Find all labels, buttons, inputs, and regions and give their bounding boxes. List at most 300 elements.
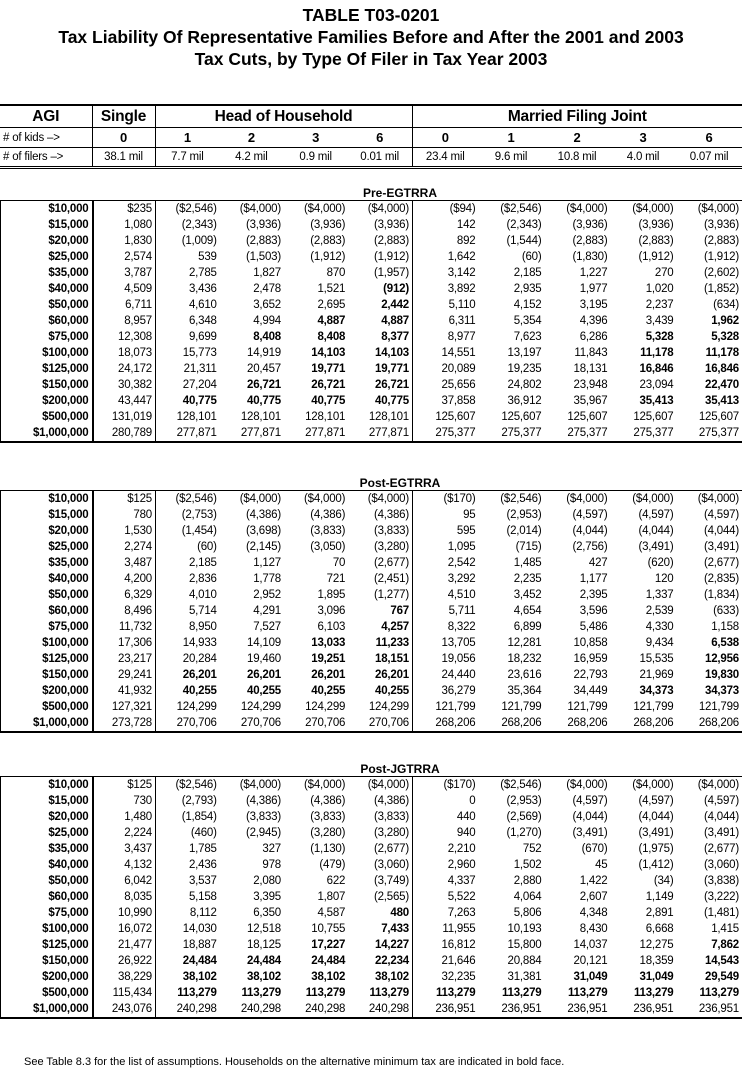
table-row <box>1 297 742 313</box>
tax-cell: (2,343) <box>181 219 217 231</box>
tax-cell: (34) <box>653 875 674 887</box>
tax-cell: 236,951 <box>501 1003 542 1015</box>
tax-cell: 270,706 <box>348 715 412 732</box>
tax-cell: 113,279 <box>567 987 608 999</box>
tax-cell: (4,597) <box>638 509 674 521</box>
tax-cell: 16,959 <box>573 653 608 665</box>
tax-cell: ($4,000) <box>566 493 608 505</box>
tax-cell: 3,395 <box>253 891 281 903</box>
tax-cell: 21,646 <box>441 955 476 967</box>
tax-cell: 268,206 <box>501 717 542 729</box>
agi-cell: $35,000 <box>1 265 93 281</box>
tax-cell: 113,279 <box>699 987 739 999</box>
tax-cell: 1,830 <box>93 233 156 249</box>
agi-cell: $150,000 <box>1 377 93 393</box>
tax-cell: 24,440 <box>441 669 476 681</box>
tax-cell: 6,538 <box>711 637 739 649</box>
tax-cell: 19,771 <box>348 361 412 377</box>
kids-count: 0 <box>92 128 155 148</box>
tax-cell: 113,279 <box>241 987 281 999</box>
tax-cell: 26,201 <box>182 669 217 681</box>
kids-count: 3 <box>610 128 676 148</box>
tax-cell: (3,838) <box>703 875 739 887</box>
tax-cell: 4,610 <box>188 299 217 311</box>
agi-cell: $75,000 <box>1 905 93 921</box>
tax-cell: ($2,546) <box>500 779 542 791</box>
table-id: TABLE T03-0201 <box>302 5 440 25</box>
tax-cell: 2,785 <box>188 267 217 279</box>
tax-cell: 4,291 <box>253 605 281 617</box>
table-row <box>1 889 742 905</box>
tax-cell: (2,677) <box>348 841 412 857</box>
tax-cell: (3,060) <box>703 859 739 871</box>
table-row <box>1 201 742 218</box>
tax-cell: 8,035 <box>93 889 156 905</box>
tax-cell: 3,537 <box>188 875 217 887</box>
tax-cell: 1,158 <box>711 621 739 633</box>
tax-cell: 19,235 <box>507 363 542 375</box>
tax-cell: 427 <box>588 557 608 569</box>
filer-count: 0.07 mil <box>676 148 742 168</box>
agi-cell: $40,000 <box>1 281 93 297</box>
tax-cell: $235 <box>93 201 156 218</box>
tax-cell: 26,201 <box>311 669 346 681</box>
tax-cell: 14,030 <box>182 923 217 935</box>
tax-cell: 892 <box>456 235 476 247</box>
tax-cell: 12,281 <box>507 637 542 649</box>
tax-cell: (1,130) <box>310 843 346 855</box>
tax-cell: 721 <box>326 573 346 585</box>
tax-cell: 280,789 <box>93 425 156 442</box>
tax-cell: 1,962 <box>711 315 739 327</box>
tax-cell: 38,102 <box>311 971 346 983</box>
tax-cell: 595 <box>456 525 476 537</box>
tax-cell: (3,491) <box>703 827 739 839</box>
tax-cell: 2,436 <box>188 859 217 871</box>
tax-cell: 4,152 <box>513 299 542 311</box>
tax-cell: (3,833) <box>310 525 346 537</box>
agi-cell: $25,000 <box>1 539 93 555</box>
tax-cell: (2,565) <box>348 889 412 905</box>
tax-cell: 780 <box>93 507 156 523</box>
filer-count: 4.0 mil <box>610 148 676 168</box>
tax-cell: 4,587 <box>317 907 346 919</box>
tax-cell: 539 <box>198 251 217 263</box>
tax-cell: 1,177 <box>579 573 608 585</box>
tax-cell: 752 <box>522 843 542 855</box>
kids-count: 1 <box>478 128 544 148</box>
table-row <box>1 937 742 953</box>
table-row <box>1 313 742 329</box>
tax-cell: 1,530 <box>93 523 156 539</box>
tax-cell: 11,233 <box>348 635 412 651</box>
tax-cell: 2,574 <box>93 249 156 265</box>
tax-cell: ($94) <box>449 203 476 215</box>
tax-cell: ($4,000) <box>304 493 346 505</box>
tax-cell: (4,044) <box>638 811 674 823</box>
tax-cell: 29,549 <box>705 971 739 983</box>
tax-cell: (2,145) <box>245 541 281 553</box>
tax-cell: 6,348 <box>188 315 217 327</box>
tax-cell: 6,329 <box>93 587 156 603</box>
tax-cell: 128,101 <box>348 409 412 425</box>
tax-cell: 8,112 <box>189 907 217 919</box>
tax-cell: 3,892 <box>447 283 476 295</box>
tax-cell: (4,386) <box>348 793 412 809</box>
tax-cell: (1,481) <box>703 907 739 919</box>
tax-cell: 1,227 <box>579 267 608 279</box>
title-line-1: Tax Liability Of Representative Families Before and After the 2001 and 2003 <box>58 27 684 47</box>
filer-count: 7.7 mil <box>155 148 219 168</box>
tax-cell: 13,033 <box>311 637 346 649</box>
filer-count: 4.2 mil <box>219 148 283 168</box>
tax-cell: 240,298 <box>176 1003 217 1015</box>
tax-cell: 1,480 <box>93 809 156 825</box>
kids-count: 6 <box>348 128 412 148</box>
section-table <box>0 200 742 443</box>
tax-cell: 1,827 <box>253 267 281 279</box>
tax-cell: 14,109 <box>247 637 281 649</box>
table-row <box>1 825 742 841</box>
tax-cell: 26,721 <box>247 379 281 391</box>
tax-cell: (633) <box>713 605 739 617</box>
table-row <box>1 651 742 667</box>
agi-header: AGI <box>32 108 60 125</box>
tax-cell: 0 <box>469 795 476 807</box>
tax-cell: ($170) <box>443 493 476 505</box>
tax-cell: 3,096 <box>317 605 346 617</box>
tax-cell: 142 <box>456 219 476 231</box>
tax-cell: 236,951 <box>567 1003 608 1015</box>
agi-cell: $10,000 <box>1 491 93 508</box>
tax-cell: 125,607 <box>567 411 608 423</box>
tax-cell: 40,255 <box>182 685 217 697</box>
tax-cell: 125,607 <box>633 411 674 423</box>
tax-cell: 236,951 <box>698 1003 739 1015</box>
tax-cell: 23,948 <box>573 379 608 391</box>
tax-cell: 37,858 <box>441 395 476 407</box>
tax-cell: 35,967 <box>573 395 608 407</box>
tax-cell: 1,642 <box>447 251 476 263</box>
tax-cell: 22,234 <box>348 953 412 969</box>
tax-cell: ($2,546) <box>175 203 217 215</box>
tax-cell: 1,785 <box>188 843 217 855</box>
tax-cell: (3,491) <box>638 541 674 553</box>
tax-cell: (3,491) <box>572 827 608 839</box>
agi-cell: $10,000 <box>1 201 93 218</box>
tax-cell: (4,044) <box>572 811 608 823</box>
tax-cell: 4,200 <box>93 571 156 587</box>
table-row <box>1 491 742 508</box>
tax-cell: (4,044) <box>638 525 674 537</box>
tax-cell: 115,434 <box>93 985 156 1001</box>
tax-cell: 19,251 <box>311 653 346 665</box>
tax-cell: 240,298 <box>240 1003 281 1015</box>
table-row <box>1 619 742 635</box>
tax-cell: 12,956 <box>705 653 739 665</box>
tax-cell: (2,883) <box>572 235 608 247</box>
tax-cell: 11,843 <box>574 347 608 359</box>
tax-cell: 31,381 <box>507 971 542 983</box>
tax-cell: 20,121 <box>573 955 608 967</box>
tax-cell: 8,408 <box>317 331 346 343</box>
tax-cell: 1,807 <box>317 891 346 903</box>
tax-cell: (1,009) <box>181 235 217 247</box>
tax-cell: (4,386) <box>310 795 346 807</box>
tax-cell: ($170) <box>443 779 476 791</box>
tax-cell: 16,072 <box>93 921 156 937</box>
table-row <box>1 233 742 249</box>
tax-cell: 10,193 <box>507 923 542 935</box>
tax-cell: 1,977 <box>579 283 608 295</box>
tax-cell: 24,802 <box>507 379 542 391</box>
tax-cell: 34,373 <box>639 685 674 697</box>
tax-cell: 240,298 <box>348 1001 412 1018</box>
tax-cell: 21,969 <box>639 669 674 681</box>
tax-cell: (2,602) <box>703 267 739 279</box>
tax-cell: 26,201 <box>247 669 281 681</box>
section-title: Post-JGTRRA <box>360 762 440 776</box>
tax-cell: 622 <box>326 875 346 887</box>
tax-cell: 6,286 <box>579 331 608 343</box>
tax-cell: 25,656 <box>441 379 476 391</box>
tax-cell: 4,348 <box>579 907 608 919</box>
tax-cell: 14,543 <box>705 955 739 967</box>
tax-cell: 70 <box>332 557 346 569</box>
tax-cell: 2,224 <box>93 825 156 841</box>
tax-cell: 2,539 <box>645 605 674 617</box>
tax-cell: 18,232 <box>507 653 542 665</box>
tax-cell: (60) <box>197 541 217 553</box>
filers-label: # of filers –> <box>0 148 92 168</box>
tax-cell: (3,936) <box>638 219 674 231</box>
agi-cell: $15,000 <box>1 507 93 523</box>
tax-cell: (3,833) <box>348 809 412 825</box>
tax-cell: (2,343) <box>506 219 542 231</box>
tax-cell: ($4,000) <box>348 491 412 508</box>
tax-cell: 26,922 <box>93 953 156 969</box>
agi-cell: $100,000 <box>1 345 93 361</box>
tax-cell: 17,227 <box>311 939 346 951</box>
tax-cell: (1,852) <box>703 283 739 295</box>
tax-cell: 6,042 <box>93 873 156 889</box>
tax-cell: 18,887 <box>182 939 217 951</box>
section-table <box>0 776 742 1019</box>
tax-cell: 5,158 <box>188 891 217 903</box>
tax-cell: 19,830 <box>705 669 739 681</box>
tax-cell: 14,103 <box>348 345 412 361</box>
tax-cell: (3,280) <box>310 827 346 839</box>
tax-cell: 43,447 <box>93 393 156 409</box>
tax-cell: (60) <box>521 251 542 263</box>
tax-cell: 31,049 <box>573 971 608 983</box>
tax-cell: (3,936) <box>310 219 346 231</box>
tax-cell: 14,933 <box>182 637 217 649</box>
filer-count: 0.01 mil <box>348 148 412 168</box>
tax-cell: 14,919 <box>247 347 281 359</box>
tax-cell: 4,887 <box>317 315 346 327</box>
table-row <box>1 873 742 889</box>
tax-cell: (2,883) <box>638 235 674 247</box>
tax-cell: 128,101 <box>240 411 281 423</box>
tax-cell: 128,101 <box>305 411 346 423</box>
tax-cell: 15,535 <box>639 653 674 665</box>
tax-cell: 11,955 <box>442 923 476 935</box>
tax-cell: 40,775 <box>182 395 217 407</box>
tax-cell: (3,491) <box>703 541 739 553</box>
tax-cell: 40,255 <box>247 685 281 697</box>
table-row <box>1 635 742 651</box>
tax-cell: (3,833) <box>348 523 412 539</box>
tax-cell: 128,101 <box>176 411 217 423</box>
tax-cell: ($4,000) <box>239 203 281 215</box>
tax-cell: (4,044) <box>703 525 739 537</box>
footnote: See Table 8.3 for the list of assumptions. Households on the alternative minimum tax are indicated in bold face. <box>24 1056 565 1068</box>
tax-cell: 22,793 <box>573 669 608 681</box>
agi-cell: $35,000 <box>1 555 93 571</box>
tax-cell: 113,279 <box>501 987 542 999</box>
tax-cell: ($2,546) <box>500 203 542 215</box>
tax-cell: 15,800 <box>507 939 542 951</box>
tax-cell: (2,883) <box>348 233 412 249</box>
tax-cell: (1,912) <box>638 251 674 263</box>
agi-cell: $60,000 <box>1 603 93 619</box>
tax-cell: 14,551 <box>441 347 476 359</box>
agi-cell: $200,000 <box>1 393 93 409</box>
table-row <box>1 777 742 794</box>
tax-cell: 1,778 <box>253 573 281 585</box>
tax-cell: 4,396 <box>579 315 608 327</box>
table-row <box>1 539 742 555</box>
agi-cell: $20,000 <box>1 523 93 539</box>
tax-cell: (4,386) <box>348 507 412 523</box>
section-title: Post-EGTRRA <box>359 476 441 490</box>
tax-cell: (4,597) <box>703 509 739 521</box>
tax-cell: 870 <box>326 267 346 279</box>
tax-cell: (3,833) <box>310 811 346 823</box>
agi-cell: $200,000 <box>1 683 93 699</box>
tax-cell: 4,337 <box>447 875 476 887</box>
table-row <box>1 571 742 587</box>
tax-cell: 40,255 <box>311 685 346 697</box>
tax-cell: 27,204 <box>182 379 217 391</box>
tax-cell: 125,607 <box>698 411 739 423</box>
agi-cell: $40,000 <box>1 571 93 587</box>
table-row <box>1 425 742 442</box>
tax-cell: 7,433 <box>348 921 412 937</box>
agi-cell: $15,000 <box>1 217 93 233</box>
filer-count: 10.8 mil <box>544 148 610 168</box>
tax-cell: (3,936) <box>245 219 281 231</box>
kids-count: 2 <box>544 128 610 148</box>
tax-cell: (2,953) <box>506 509 542 521</box>
tax-cell: 8,322 <box>447 621 476 633</box>
tax-cell: 7,263 <box>447 907 476 919</box>
agi-cell: $25,000 <box>1 825 93 841</box>
tax-cell: 121,799 <box>567 701 608 713</box>
tax-cell: 275,377 <box>567 427 608 439</box>
table-row <box>1 905 742 921</box>
agi-cell: $10,000 <box>1 777 93 794</box>
agi-cell: $75,000 <box>1 619 93 635</box>
tax-cell: ($4,000) <box>304 779 346 791</box>
tax-cell: 1,080 <box>93 217 156 233</box>
kids-count: 2 <box>219 128 283 148</box>
tax-cell: 236,951 <box>633 1003 674 1015</box>
table-row <box>1 361 742 377</box>
agi-cell: $100,000 <box>1 921 93 937</box>
column-header <box>0 104 742 169</box>
tax-cell: 19,771 <box>311 363 346 375</box>
agi-cell: $500,000 <box>1 409 93 425</box>
tax-cell: (2,014) <box>506 525 542 537</box>
agi-cell: $60,000 <box>1 889 93 905</box>
tax-cell: (1,544) <box>506 235 542 247</box>
table-row <box>1 507 742 523</box>
tax-cell: 1,149 <box>645 891 674 903</box>
tax-cell: 4,509 <box>93 281 156 297</box>
tax-cell: 1,895 <box>317 589 346 601</box>
tax-cell: 277,871 <box>348 425 412 442</box>
agi-cell: $50,000 <box>1 587 93 603</box>
tax-cell: 6,711 <box>93 297 156 313</box>
tax-cell: (3,749) <box>348 873 412 889</box>
table-row <box>1 409 742 425</box>
tax-cell: 10,858 <box>573 637 608 649</box>
tax-cell: 21,477 <box>93 937 156 953</box>
tax-cell: 3,437 <box>93 841 156 857</box>
tax-cell: (1,957) <box>348 265 412 281</box>
agi-cell: $20,000 <box>1 809 93 825</box>
tax-cell: 18,151 <box>348 651 412 667</box>
tax-cell: 10,755 <box>311 923 346 935</box>
tax-cell: 275,377 <box>633 427 674 439</box>
tax-cell: 113,279 <box>633 987 674 999</box>
tax-cell: 15,773 <box>182 347 217 359</box>
tax-cell: 4,330 <box>645 621 674 633</box>
agi-cell: $500,000 <box>1 699 93 715</box>
tax-cell: 34,449 <box>573 685 608 697</box>
agi-cell: $150,000 <box>1 953 93 969</box>
agi-cell: $75,000 <box>1 329 93 345</box>
tax-cell: 2,442 <box>348 297 412 313</box>
agi-cell: $125,000 <box>1 651 93 667</box>
table-row <box>1 249 742 265</box>
table-row <box>1 969 742 985</box>
tax-cell: 440 <box>456 811 476 823</box>
tax-cell: 2,235 <box>513 573 542 585</box>
tax-cell: (2,569) <box>506 811 542 823</box>
filer-count: 0.9 mil <box>284 148 348 168</box>
tax-cell: 21,311 <box>183 363 217 375</box>
tax-cell: 23,094 <box>639 379 674 391</box>
tax-cell: 38,102 <box>182 971 217 983</box>
tax-cell: 327 <box>262 843 281 855</box>
tax-cell: 1,337 <box>645 589 674 601</box>
tax-cell: 1,485 <box>513 557 542 569</box>
tax-cell: 275,377 <box>501 427 542 439</box>
tax-cell: 16,812 <box>441 939 476 951</box>
tax-cell: 6,350 <box>253 907 281 919</box>
tax-cell: 35,364 <box>507 685 542 697</box>
tax-cell: 16,846 <box>705 363 739 375</box>
tax-cell: 243,076 <box>93 1001 156 1018</box>
tax-cell: 12,275 <box>639 939 674 951</box>
tax-cell: 7,527 <box>253 621 281 633</box>
table-row <box>1 329 742 345</box>
tax-cell: 121,799 <box>435 701 476 713</box>
tax-cell: 113,279 <box>177 987 217 999</box>
